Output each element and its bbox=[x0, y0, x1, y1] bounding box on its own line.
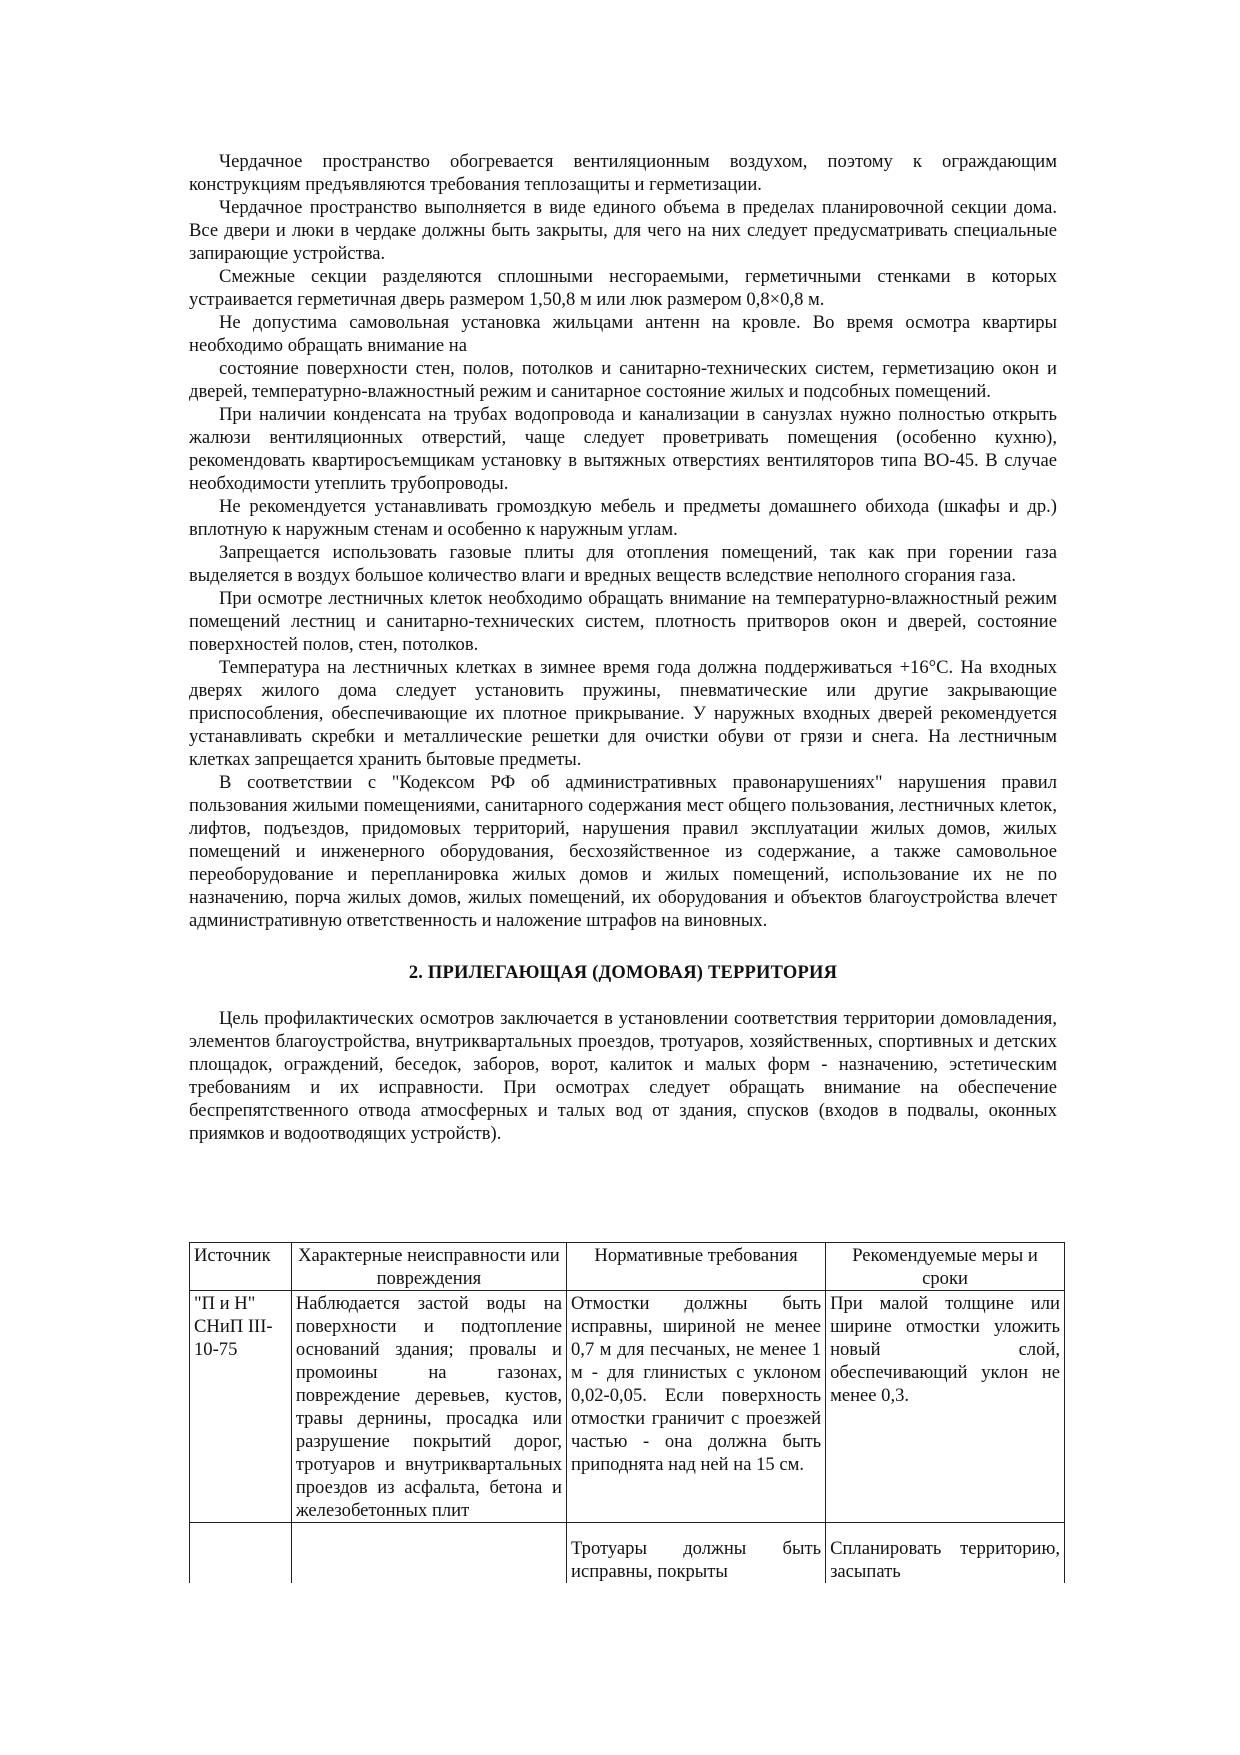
section-heading: 2. ПРИЛЕГАЮЩАЯ (ДОМОВАЯ) ТЕРРИТОРИЯ bbox=[408, 963, 838, 983]
table-header-row bbox=[190, 1243, 1065, 1291]
paragraph: При осмотре лестничных клеток необходимо обращать внимание на температурно-влажностный режим помещений лестниц и санитарно-технических систем, плотность притворов окон и дверей, состояние поверхностей полов, стен, потолков. bbox=[189, 588, 1057, 655]
header-requirements: Нормативные требования bbox=[567, 1243, 826, 1291]
defects-table bbox=[189, 1242, 1065, 1583]
cell-source: "П и Н" СНиП III-10-75 bbox=[190, 1291, 292, 1523]
cell-measures: При малой толщине или ширине отмостки уложить новый слой, обеспечивающий уклон не менее 0,3. bbox=[826, 1291, 1065, 1523]
paragraph: состояние поверхности стен, полов, потолков и санитарно-технических систем, герметизацию окон и дверей, температурно-влажностный режим и санитарное состояние жилых и подсобных помещений. bbox=[189, 358, 1057, 402]
document-body bbox=[189, 150, 1057, 1145]
paragraph: Чердачное пространство обогревается вентиляционным воздухом, поэтому к ограждающим конструкциям предъявляются требования теплозащиты и герметизации. bbox=[189, 151, 1057, 195]
header-measures: Рекомендуемые меры и сроки bbox=[826, 1243, 1065, 1291]
header-defects: Характерные неисправности или повреждения bbox=[291, 1243, 566, 1291]
section-paragraph: Цель профилактических осмотров заключается в установлении соответствия территории домовладения, элементов благоустройства, внутриквартальных проездов, тротуаров, хозяйственных, спортивных и детских площадок, ограждений, беседок, заборов, ворот, калиток и малых форм - назначению, эстетическим требованиям и их исправности. При осмотрах следует обращать внимание на обеспечение беспрепятственного отвода атмосферных и талых вод от здания, спусков (входов в подвалы, оконных приямков и водоотводящих устройств). bbox=[189, 1008, 1057, 1144]
cell-measures: Спланировать территорию, засыпать bbox=[826, 1523, 1065, 1584]
paragraph: В соответствии с "Кодексом РФ об административных правонарушениях" нарушения правил пользования жилыми помещениями, санитарного содержания мест общего пользования, лестничных клеток, лифтов, подъездов, придомовых территорий, нарушения правил эксплуатации жилых домов, жилых помещений и инженерного оборудования, бесхозяйственное из содержание, а также самовольное переоборудование и перепланировка жилых домов и жилых помещений, использование их не по назначению, порча жилых домов, жилых помещений, их оборудования и объектов благоустройства влечет административную ответственность и наложение штрафов на виновных. bbox=[189, 772, 1057, 931]
paragraph: Не допустима самовольная установка жильцами антенн на кровле. Во время осмотра квартиры необходимо обращать внимание на bbox=[189, 312, 1057, 356]
table-row bbox=[190, 1523, 1065, 1584]
paragraph: Смежные секции разделяются сплошными несгораемыми, герметичными стенками в которых устраивается герметичная дверь размером 1,50,8 м или люк размером 0,8×0,8 м. bbox=[189, 266, 1057, 310]
cell-source bbox=[190, 1523, 292, 1584]
cell-defects: Наблюдается застой воды на поверхности и подтопление оснований здания; провалы и промоины на газонах, повреждение деревьев, кустов, травы дернины, просадка или разрушение покрытий дорог, тротуаров и внутриквартальных проездов из асфальта, бетона и железобетонных плит bbox=[291, 1291, 566, 1523]
paragraph: Не рекомендуется устанавливать громоздкую мебель и предметы домашнего обихода (шкафы и др.) вплотную к наружным стенам и особенно к наружным углам. bbox=[189, 496, 1057, 540]
cell-requirements: Тротуары должны быть исправны, покрыты bbox=[567, 1523, 826, 1584]
header-source: Источник bbox=[190, 1243, 292, 1291]
cell-defects bbox=[291, 1523, 566, 1584]
paragraph: Запрещается использовать газовые плиты для отопления помещений, так как при горении газа выделяется в воздух большое количество влаги и вредных веществ вследствие неполного сгорания газа. bbox=[189, 542, 1057, 586]
table-row bbox=[190, 1291, 1065, 1523]
cell-requirements: Отмостки должны быть исправны, шириной не менее 0,7 м для песчаных, не менее 1 м - для глинистых с уклоном 0,02-0,05. Если поверхность отмостки граничит с проезжей частью - она должна быть приподнята над ней на 15 см. bbox=[567, 1291, 826, 1523]
paragraph: Температура на лестничных клетках в зимнее время года должна поддерживаться +16°С. На входных дверях жилого дома следует установить пружины, пневматические или другие закрывающие приспособления, обеспечивающие их плотное прикрывание. У наружных входных дверей рекомендуется устанавливать скребки и металлические решетки для очистки обуви от грязи и снега. На лестничным клетках запрещается хранить бытовые предметы. bbox=[189, 657, 1057, 770]
paragraph: Чердачное пространство выполняется в виде единого объема в пределах планировочной секции дома. Все двери и люки в чердаке должны быть закрыты, для чего на них следует предусматривать специальные запирающие устройства. bbox=[189, 197, 1057, 264]
paragraph: При наличии конденсата на трубах водопровода и канализации в санузлах нужно полностью открыть жалюзи вентиляционных отверстий, чаще следует проветривать помещения (особенно кухню), рекомендовать квартиросъемщикам установку в вытяжных отверстиях вентиляторов типа ВО-45. В случае необходимости утеплить трубопроводы. bbox=[189, 404, 1057, 494]
